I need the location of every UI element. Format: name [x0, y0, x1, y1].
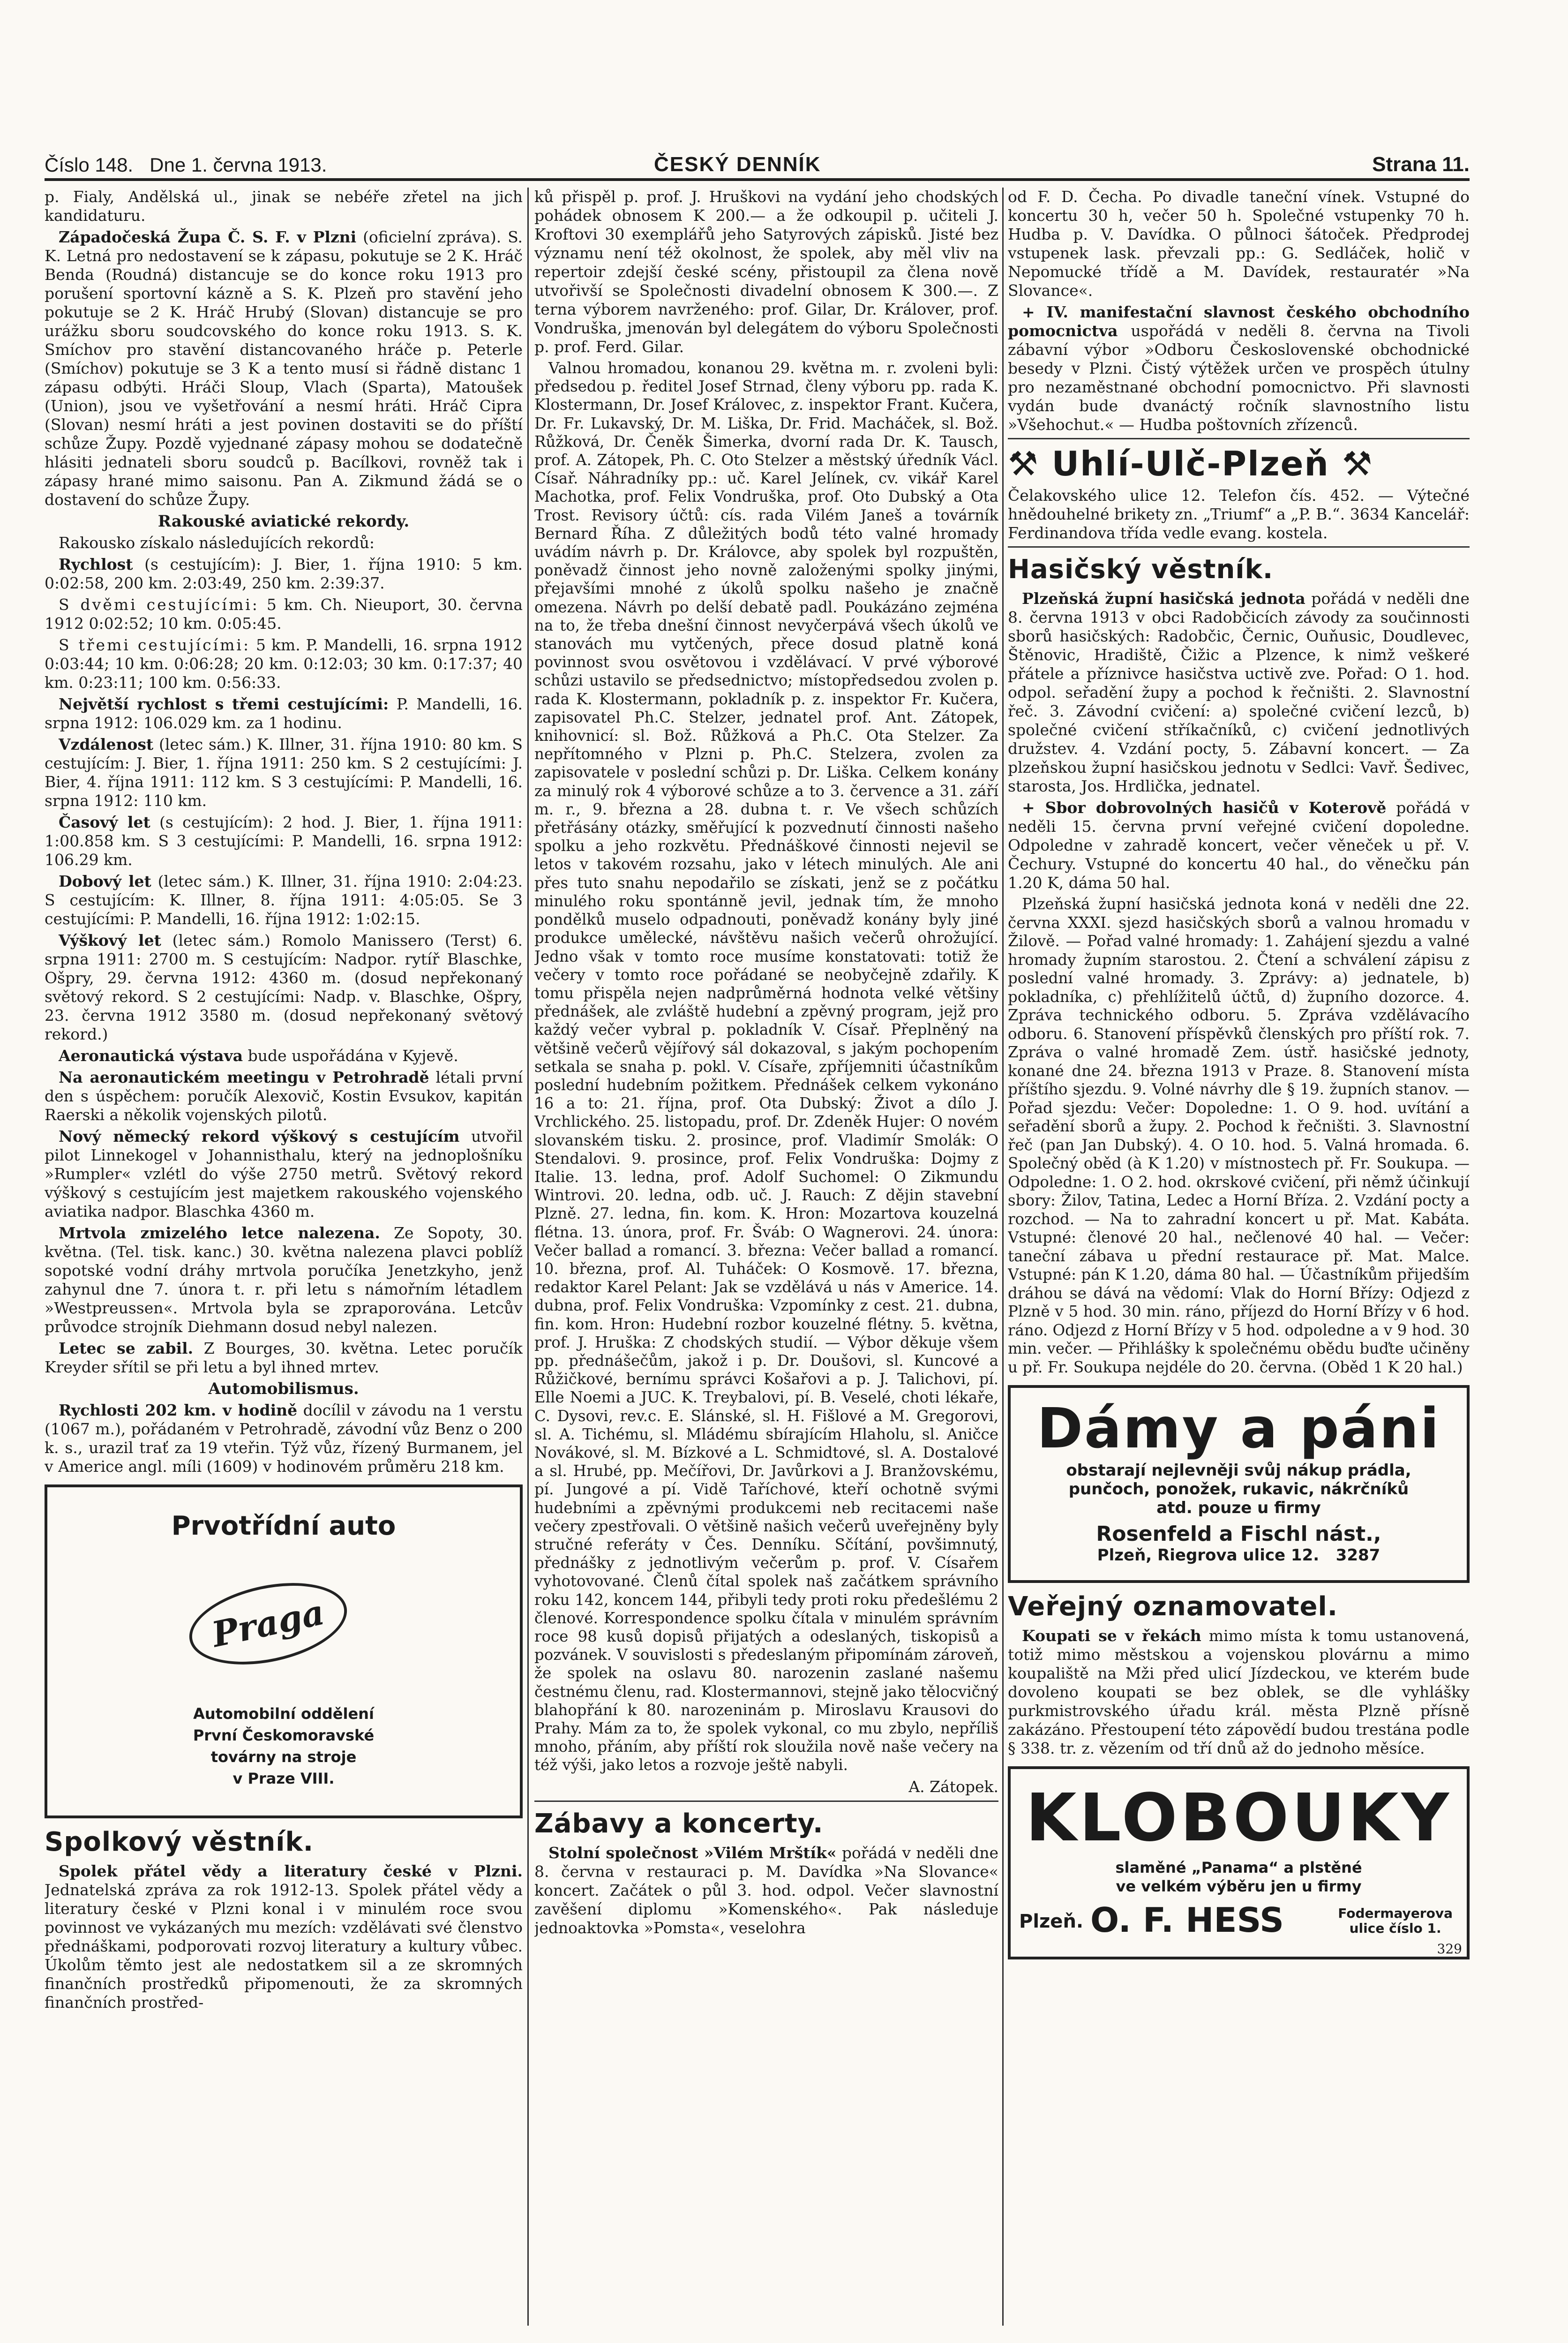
divider: [1008, 546, 1470, 548]
coal-advertisement-text: Čelakovského ulice 12. Telefon čís. 452. — Výtečné hnědouhelné brikety zn. „Triumf“ a „P. B.“. 3634 Kancelář: Ferdinandova třída vedle evang. kostela.: [1008, 486, 1470, 542]
news-head: Stolní společnost »Vilém Mrštík«: [548, 1843, 837, 1862]
record-text: (s cestujícím): 2 hod. J. Bier, 1. října 1911: 1:00.858 km. S 3 cestujícími: P. Mandelli, 16. srpna 1912: 106.29 km.: [45, 813, 523, 869]
paragraph: p. Fialy, Andělská ul., jinak se nebéře zřetel na jich kandidaturu.: [45, 188, 523, 225]
record-head: S třemi cestujícími:: [59, 636, 251, 654]
record-item: [45, 872, 523, 928]
ad-line: ve velkém výběru jen u firmy: [1116, 1877, 1362, 1895]
ad-firm-name: O. F. HESS: [1090, 1900, 1284, 1940]
news-item: [1008, 303, 1470, 434]
ad-line: slaměné „Panama“ a plstěné: [1115, 1859, 1362, 1876]
ad-text: [47, 1703, 520, 1789]
record-item: [45, 555, 523, 593]
news-text: uspořádá v neděli 8. června na Tivoli zábavní výbor »Odboru Československé obchodnické besedy v Plzni. Čistý výtěžek určen ve prospěch útulny pro nezaměstnané obchodní pomocnictvo. Při slavnosti vydán bude dvanáctý ročník slavnostního listu »Všehochut.« — Hudba poštovních zřízenců.: [1008, 322, 1470, 434]
ad-headline: Dámy a páni: [1037, 1396, 1440, 1461]
hammer-icon: ⚒: [1342, 444, 1373, 483]
ad-line: Automobilní oddělení: [193, 1705, 374, 1723]
record-head: S dvěmi cestujícími:: [59, 595, 259, 614]
issue-and-date: [45, 154, 327, 176]
coal-advertisement-title: [1008, 444, 1470, 483]
section-title: Hasičský věstník.: [1008, 554, 1274, 585]
column-2: [534, 188, 998, 2326]
page-header: [45, 154, 1470, 181]
news-item: [45, 1339, 523, 1377]
record-text: 5 km. Ch. Nieuport, 30. června 1912 0:02:52; 10 km. 0:05:45.: [45, 595, 523, 633]
ad-line: atd. pouze u firmy: [1156, 1499, 1321, 1517]
record-text: 5 km. P. Mandelli, 16. srpna 1912 0:03:44; 10 km. 0:06:28; 20 km. 0:12:03; 30 km. 0:17:37; 40 km. 0:23:11; 100 km. 0:56:33.: [45, 636, 523, 692]
paragraph: Plzeňská župní hasičská jednota koná v neděli dne 22. června XXXI. sjezd hasičských sborů a valnou hromadu v Žilově. — Pořad valné hromady: 1. Zahájení sjezdu a valné hromady župním starostou. 2. Čtení a schválení zápisu z poslední valné hromady. 3. Zprávy: a) jednatele, b) pokladníka, c) přehlížitelů účtů, d) župního dozorce. 4. Zpráva technického odboru. 5. Zpráva vzdělávacího odboru. 6. Stanovení příspěvků členských pro příští rok. 7. Zpráva o valné hromadě Zem. ústř. hasičské jednoty, konané dne 24. března 1913 v Praze. 8. Stanovení místa příštího sjezdu. 9. Volné návrhy dle § 19. župních stanov. — Pořad sjezdu: Večer: Dopoledne: 1. O 9. hod. uvítání a seřadění sborů a župy. 2. Pochod k řečništi. 3. Slavnostní řeč (pan Jan Dubský). 4. O 10. hod. 5. Valná hromada. 6. Společný oběd (à K 1.20) v místnostech př. Fr. Soukupa. — Odpoledne: 1. O 2. hod. okrskové cvičení, při němž účinkují sbory: Žilov, Tatina, Ledec a Horní Bříza. 2. Vzdání pocty a rozchod. — Na to zahradní koncert u př. Mat. Kabáta. Vstupné: členové 20 hal., nečlenové 40 hal. — Večer: taneční zábava u přední restaurace př. Mat. Malce. Vstupné: pán K 1.20, dáma 80 hal. — Účastníkům přijedším dráhou se dává na vědomí: Vlak do Horní Břízy: Odjezd z Plzně v 5 hod. 30 min. ráno, příjezd do Horní Břízy v 6 hod. ráno. Odjezd z Horní Břízy v 5 hod. odpoledne a v 9 hod. 30 min. večer. — Přihlášky k společnému obědu buďte učiněny u př. Fr. Soukupa nejdéle do 20. června. (Oběd 1 K 20 hal.): [1008, 895, 1470, 1376]
news-text: Jednatelská zpráva za rok 1912-13. Spolek přátel vědy a literatury české v Plzni konal i v minulém roce svou povinnost ve vykázaných mu mezích: vzdělávati své členstvo přednáškami, podporovati rozvoj literatury a kultury vůbec. Úkolům těmto jest ale nedostatkem sil a ze skromných finančních prostředků připomenouti, že za skromných finančních prostřed-: [45, 1881, 523, 2012]
news-head: Koupati se v řekách: [1022, 1627, 1201, 1645]
paragraph: od F. D. Čecha. Po divadle taneční vínek. Vstupné do koncertu 30 h, večer 50 h. Společné vstupenky 70 h. Hudba p. V. Davídka. O půlnoci šátoček. Předprodej vstupenek lask. převzali pp.: G. Sedláček, holič v Nepomucké třídě a M. Davídek, restauratér »Na Slovance«.: [1008, 188, 1470, 300]
news-item: [45, 1127, 523, 1221]
record-item: [45, 595, 523, 633]
praga-logo: Praga: [182, 1570, 354, 1678]
ad-headline: Prvotřídní auto: [171, 1511, 396, 1541]
section-subtitle: Automobilismus.: [208, 1379, 359, 1398]
issue-date: Dne 1. června 1913.: [150, 154, 327, 176]
record-text: (letec sám.) K. Illner, 31. října 1910: 80 km. S cestujícím: J. Bier, 1. října 1911: 250 km. S 2 cestujícími: J. Bier, 4. října 1911: 112 km. S 3 cestujícími: P. Mandelli, 16. srpna 1912: 110 km.: [45, 735, 523, 810]
record-head: Výškový let: [59, 931, 161, 949]
news-text: Ze Sopoty, 30. května. (Tel. tisk. kanc.) 30. května nalezena plavci poblíž sopotské vodní dráhy mrtvola poručíka Jenetzkyho, jenž zahynul dne 7. února t. r. při letu s námořním létadlem »Westpreussen«. Mrtvola byla se zpraporována. Letcův průvodce strojník Diehmann dosud nebyl nalezen.: [45, 1224, 523, 1336]
news-text: pořádá v neděli dne 8. června v restauraci p. M. Davídka »Na Slovance« koncert. Začátek o půl 3. hod. odpol. Večer slavnostní zavěšení diplomu »Komenského«. Pak následuje jednoaktovka »Pomsta«, veselohra: [534, 1843, 998, 1937]
news-text: pořádá v neděli dne 8. června 1913 v obci Radobčicích závody za součinnosti sborů hasičských: Radobčic, Černic, Ouňusic, Doudlevec, Štěnovic, Hradiště, Čižic a Plzence, k nimž veškeré přátele a příznivce hasičstva uctivě zve. Pořad: O 1. hod. odpol. seřadění župy a pochod k řečništi. 2. Slavnostní řeč. 3. Závodní cvičení: a) společné cvičení lezců, b) společné cvičení stříkačníků, c) cvičení jednotlivých družstev. 4. Vzdání pocty, 5. Zábavní koncert. — Za plzeňskou župní hasičskou jednotu v Sedlci: Vavř. Šedivec, starosta, Jos. Hrdlička, jednatel.: [1008, 589, 1470, 795]
paragraph: Rakousko získalo následujících rekordů:: [59, 534, 375, 552]
ad-number: 3287: [1335, 1546, 1380, 1565]
ad-line: punčoch, ponožek, rukavic, nákrčníků: [1068, 1480, 1409, 1499]
news-text: bude uspořádána v Kyjevě.: [248, 1047, 458, 1065]
column-divider: [527, 188, 529, 2326]
news-item: [45, 1068, 523, 1124]
news-head: Nový německý rekord výškový s cestujícím: [59, 1127, 460, 1145]
issue-number: Číslo 148.: [45, 154, 134, 176]
news-head: Rychlosti 202 km. v hodině: [59, 1401, 298, 1419]
news-head: + Sbor dobrovolných hasičů v Koterově: [1022, 799, 1387, 817]
news-head: Aeronautická výstava: [59, 1047, 243, 1065]
news-item: [45, 1401, 523, 1476]
news-text: utvořil pilot Linnekogel v Johannisthalu, který na jednoplošníku »Rumpler« vzlétl do výše 2750 metrů. Světový rekord výškový s cestujícím jest majetkem rakouského vojenského aviatika nadpor. Blaschka 4360 m.: [45, 1127, 523, 1220]
newspaper-title: ČESKÝ DENNÍK: [654, 153, 821, 176]
news-text: docílil v závodu na 1 verstu (1067 m.), pořádaném v Petrohradě, závodní vůz Benz o 200 k. s., urazil trať za 19 vteřin. Týž vůz, řízený Burmanem, jel v Americe angl. míli (1609) v hodinovém průměru 218 km.: [45, 1401, 523, 1476]
ad-headline: KLOBOUKY: [1026, 1780, 1452, 1856]
ad-address: [1338, 1906, 1453, 1936]
record-item: [45, 735, 523, 810]
record-text: (letec sám.) K. Illner, 31. října 1910: 2:04:23. S cestujícím: K. Illner, 8. října 1911: 4:05:05. Se 3 cestujícími: P. Mandelli, 16. října 1912: 1:02:15.: [45, 872, 523, 928]
ad-line: První Českomoravské: [193, 1726, 375, 1744]
ad-number: 329: [1437, 1941, 1462, 1957]
news-item: [1008, 1627, 1470, 1758]
ad-line: továrny na stroje: [210, 1748, 357, 1766]
page-number: Strana 11.: [1372, 153, 1470, 176]
hess-hats-advertisement: [1008, 1766, 1470, 1959]
record-head: Rychlost: [59, 555, 133, 573]
news-text: pořádá v neděli 15. června první veřejné cvičení dopoledne. Odpoledne v zahradě koncert, večer věneček u př. V. Čechury. Vstupné do koncertu 40 hal., do věnečku pán 1.20 K, dáma 50 hal.: [1008, 799, 1470, 892]
ad-city: Plzeň.: [1019, 1911, 1084, 1932]
praga-advertisement: [45, 1484, 523, 1818]
paragraph: [45, 228, 523, 509]
column-3: [1008, 188, 1470, 2326]
record-text: P. Mandelli, 16. srpna 1912: 106.029 km. za 1 hodinu.: [45, 695, 523, 732]
news-item: [1008, 589, 1470, 796]
record-head: Časový let: [59, 813, 150, 831]
section-title: Spolkový věstník.: [45, 1827, 314, 1857]
news-item: [45, 1047, 523, 1065]
column-1: [45, 188, 523, 2326]
news-item: [45, 1862, 523, 2012]
news-item: [534, 1844, 998, 1937]
news-head: Spolek přátel vědy a literatury české v Plzni.: [59, 1862, 523, 1880]
paragraph: ků přispěl p. prof. J. Hruškovi na vydání jeho chodských pohádek obnosem K 200.— a že odkoupil p. učiteli J. Kroftovi 30 exemplářů jeho Satyrových zápisků. Jisté bez významu není též okolnost, že spolek, aby měl vliv na repertoir zdejší české scény, přistoupil za člena nově utvořivší se Společnosti divadelní obnosem K 300.—. Z terna výborem navrženého: prof. Gilar, Dr. Králover, prof. Vondruška, jmenován byl delegátem do výboru Společnosti p. prof. Ferd. Gilar.: [534, 188, 998, 356]
news-head: Na aeronautickém meetingu v Petrohradě: [59, 1068, 429, 1086]
hammer-icon: ⚒: [1008, 444, 1039, 483]
signature: A. Zátopek.: [908, 1777, 998, 1796]
divider: [1008, 438, 1470, 439]
record-head: Dobový let: [59, 872, 151, 890]
ad-address-text: Plzeň, Riegrova ulice 12.: [1097, 1546, 1320, 1565]
ad-address-line: ulice číslo 1.: [1349, 1921, 1441, 1936]
section-title: Veřejný oznamovatel.: [1008, 1591, 1338, 1622]
news-head: Letec se zabil.: [59, 1339, 194, 1357]
section-title: Zábavy a koncerty.: [534, 1808, 824, 1839]
ad-address-line: Fodermayerova: [1338, 1906, 1453, 1921]
ad-address: [1011, 1546, 1467, 1565]
record-text: (s cestujícím): J. Bier, 1. října 1910: 5 km. 0:02:58, 200 km. 2:03:49, 250 km. 2:39:37.: [45, 555, 523, 592]
record-item: [45, 636, 523, 692]
ad-line: obstarají nejlevněji svůj nákup prádla,: [1066, 1461, 1411, 1480]
ad-line: v Praze VIII.: [233, 1770, 335, 1787]
record-text: (letec sám.) Romolo Manissero (Terst) 6. srpna 1911: 2700 m. S cestujícím: Nadpor. rytíř Blaschke, Ošpry, 29. června 1912: 4360 m. (dosud nepřekonaný světový rekord. S 2 cestujícími: Nadp. v. Blaschke, Ošpry, 23. června 1912 3580 m. (dosud nepřekonaný světový rekord.): [45, 931, 523, 1043]
ad-firm-row: [1011, 1900, 1467, 1957]
ad-firm-name: Rosenfeld a Fischl nást.,: [1096, 1522, 1381, 1546]
paragraph: Valnou hromadou, konanou 29. května m. r. zvoleni byli: předsedou p. ředitel Josef Strnad, členy výboru pp. rada K. Klostermann, Dr. Josef Královec, z. inspektor Frant. Kučera, Dr. Fr. Lukavský, Dr. M. Liška, Dr. Frid. Macháček, sl. Bož. Růžková, Dr. Čeněk Šimerka, dvorní rada Dr. K. Tausch, prof. A. Zátopek, Ph. C. Oto Stelzer a městský úředník Václ. Císař. Náhradníky pp.: uč. Karel Jelínek, cv. vikář Karel Machotka, prof. Felix Vondruška, prof. Oto Dubský a Ota Trost. Revisory účtů: cís. rada Vilém Janeš a továrník Bernard Říha. Z důležitých bodů této valné hromady uvádím návrh p. Dr. Královce, aby spolek byl rozpuštěn, poněvadž činnost jeho novně založenými spolky jinými, přejavšími mnohé z úkolů spolku našeho je značně omezena. Návrh po delší debatě padl. Poukázáno zejména na to, že třeba dnešní činnost nevyčerpává všech úkolů ve stanovách mu vytčených, přece dosud platně koná povinnost svou osvětovou i vzdělávací. V prvé výborové schůzi ustavilo se předsednictvo; místopředsedou zvolen p. rada K. Klostermann, pokladník p. z. inspektor Fr. Kučera, zapisovatel Ph.C. Stelzer, jednatel prof. Ant. Zátopek, knihovnicí: sl. Bož. Růžková a Ph.C. Ota Stelzer. Za nepřítomného v Plzni p. Ph.C. Stelzera, zvolen za zapisovatele v poslední schůzi p. Dr. Liška. Celkem konány za minulý rok 4 výborové schůze a to 3. července a 31. září m. r., 9. března a 28. dubna t. r. Ve všech schůzích přetřásány otázky, směřující k pozvednutí činnosti našeho spolku a jeho rozkvětu. Přednáškové činnosti nejevil se letos v takovém rozsahu, jako v létech minulých. Ale ani přes tuto snahu nepodařilo se získati, jenž se z počátku minulého roku spontánně jevil, jednak tím, že mnoho pondělků muselo odpadnouti, poněvadž konány byly jiné produkce umělecké, návštěvu našich večerů ohrožující. Jedno však v tomto roce musíme konstatovati: totiž že večery v tomto roce pořádané se neobyčejně zdařily. K tomu přispěla nejen nadprůměrná hodnota velké většiny přednášek, ale zvláště hudební a zpěvný program, jejž pro každý večer vybral p. pokladník V. Císař. Přeplněný na většině večerů vějířový sál dokazoval, s jakým pochopením setkala se snaha p. pokl. V. Císaře, zpříjemniti účastníkům poslední hudebním požitkem. Přednášek celkem vykonáno 16 a to: 21. října, prof. Ota Dubský: Život a dílo J. Vrchlického. 25. listopadu, prof. Dr. Zdeněk Hujer: O novém slovanském tisku. 2. prosince, prof. Vladimír Smolák: O Stendalovi. 9. prosince, prof. Felix Vondruška: Dojmy z Italie. 13. ledna, prof. Adolf Suchomel: O Zikmundu Wintrovi. 20. ledna, odb. uč. J. Rauch: Z dějin stavební Plzně. 27. ledna, fin. kom. K. Hron: Mozartova kouzelná flétna. 13. února, prof. Fr. Šváb: O Wagnerovi. 24. února: Večer ballad a romancí. 3. března: Večer ballad a romancí. 10. března, prof. Al. Tuháček: O Kosmově. 17. března, redaktor Karel Pelant: Jak se vzdělává u nás v Americe. 14. dubna, prof. Felix Vondruška: Vzpomínky z cest. 21. dubna, fin. kom. Hron: Hudební rozbor kouzelné flétny. 5. května, prof. J. Hruška: Z chodských studií. — Výbor děkuje všem pp. přednášečům, jakož i p. Dr. Doušovi, sl. Kuncové a Růžičkové, bernímu správci Košařovi a p. J. Talichovi, pí. Elle Noemi a JUC. K. Treybalovi, pí. B. Veselé, choti lékaře, C. Dysovi, rev.c. E. Slánské, sl. H. Fišlové a M. Gregorovi, sl. A. Tichému, sl. Mládému sbírajícím Hlaholu, sl. Aničce Novákové, sl. M. Bízkové a L. Schmidtové, sl. A. Dostalové a sl. Hrubé, pp. Mečířovi, Dr. Javůrkovi a J. Branžovskému, pí. Jungové a pí. Vidě Taříchové, kteří ochotně svými hudebními a zpěvnými produkcemi neb recitacemi naše večery zpestřovali. O většině našich večerů uveřejněny byly stručné referáty v Čes. Denníku. Sčítání, povšimnutý, přednášky z jednotlivým večerům p. prof. V. Císařem vyhotovované. Členů čítal spolek naš začátkem správního roku 142, koncem 144, přibyli tedy proti roku předešlému 2 členové. Korrespondence spolku čítala v minulém správním roce 98 kusů dopisů přijatých a odeslaných, tiskopisů a pozvánek. V souvislosti s předeslaným připomínám zároveň, že spolek na oslavu 80. narozenin zaslané našemu čestnému členu, rad. Klostermannovi, stejně jako tělocvičný blahopřání k 80. narozeninám p. Miroslavu Krausovi do Prahy. Mám za to, že spolek vykonal, co mu zbylo, nepříliš mnoho, přáním, aby příští rok sloužila nově naše večery na též výši, jako letos a rozvoje ještě nabyli.: [534, 359, 998, 1774]
news-head: Plzeňská župní hasičská jednota: [1022, 589, 1305, 608]
news-item: [1008, 799, 1470, 892]
news-head: Mrtvola zmizelého letce nalezena.: [59, 1224, 380, 1242]
news-text: Z Bourges, 30. května. Letec poručík Kreyder sřítil se při letu a byl ihned mrtev.: [45, 1339, 523, 1376]
news-head: + IV. manifestační slavnost českého obchodního pomocnictva: [1008, 303, 1470, 340]
record-head: Největší rychlost s třemi cestujícími:: [59, 695, 389, 713]
divider: [534, 1801, 998, 1802]
section-subtitle: Rakouské aviatické rekordy.: [158, 512, 410, 531]
record-head: Vzdálenost: [59, 735, 154, 753]
paragraph-text: (oficielní zpráva). S. K. Letná pro nedostavení se k zápasu, pokutuje se 2 K. Hráč Benda (Roudná) distancuje se do konce roku 1913 pro porušení sportovní kázně a S. K. Plzeň pro stavění jeho pokutuje se 2 K. Hráč Hrubý (Slovan) distancuje se pro urážku sboru soudcovského do konce roku 1913. S. K. Smíchov pro stavění distancovaného hráče p. Peterle (Smíchov) pokutuje se 3 K a tento musí si řádně distanc 1 zápasu odbýti. Hráči Sloup, Vlach (Sparta), Matoušek (Union), jsou ve vyšetřování a nesmí hráti. Hráč Cipra (Slovan) nesmí hráti a jest povinen dostaviti se do příští schůze Župy. Pozdě vyjednané zápasy mohou se dodatečně hlásiti jednateli sboru soudců p. Bacílkovi, rovněž tak i zápasy hrané mimo saisonu. Pan A. Zikmund žádá se o dostavení do schůze Župy.: [45, 228, 523, 509]
column-divider: [1002, 188, 1004, 2326]
paragraph-head: Západočeská Župa Č. S. F. v Plzni: [59, 228, 357, 246]
news-text: létali první den s úspěchem: poručík Alexovič, Kostin Evsukov, kapitán Raerski a několik vojenských pilotů.: [45, 1068, 523, 1124]
coal-ad-name: Uhlí-Ulč-Plzeň: [1051, 444, 1329, 483]
record-item: [45, 813, 523, 869]
news-text: mimo místa k tomu ustanovená, totiž mimo městskou a vojenskou plovárnu a mimo koupaliště na Mži před ulicí Jízdeckou, ve kterém bude dovoleno koupati se bez oblek, se dle vyhlášky purkmistrovského úřadu král. města Plzně přísně zakázáno. Přestoupení této zápovědí budou trestána podle § 338. tr. z. vězením od tří dnů až do jednoho měsíce.: [1008, 1627, 1470, 1757]
record-item: [45, 695, 523, 732]
record-item: [45, 931, 523, 1044]
news-item: [45, 1224, 523, 1336]
rosenfeld-fischl-advertisement: [1008, 1385, 1470, 1583]
